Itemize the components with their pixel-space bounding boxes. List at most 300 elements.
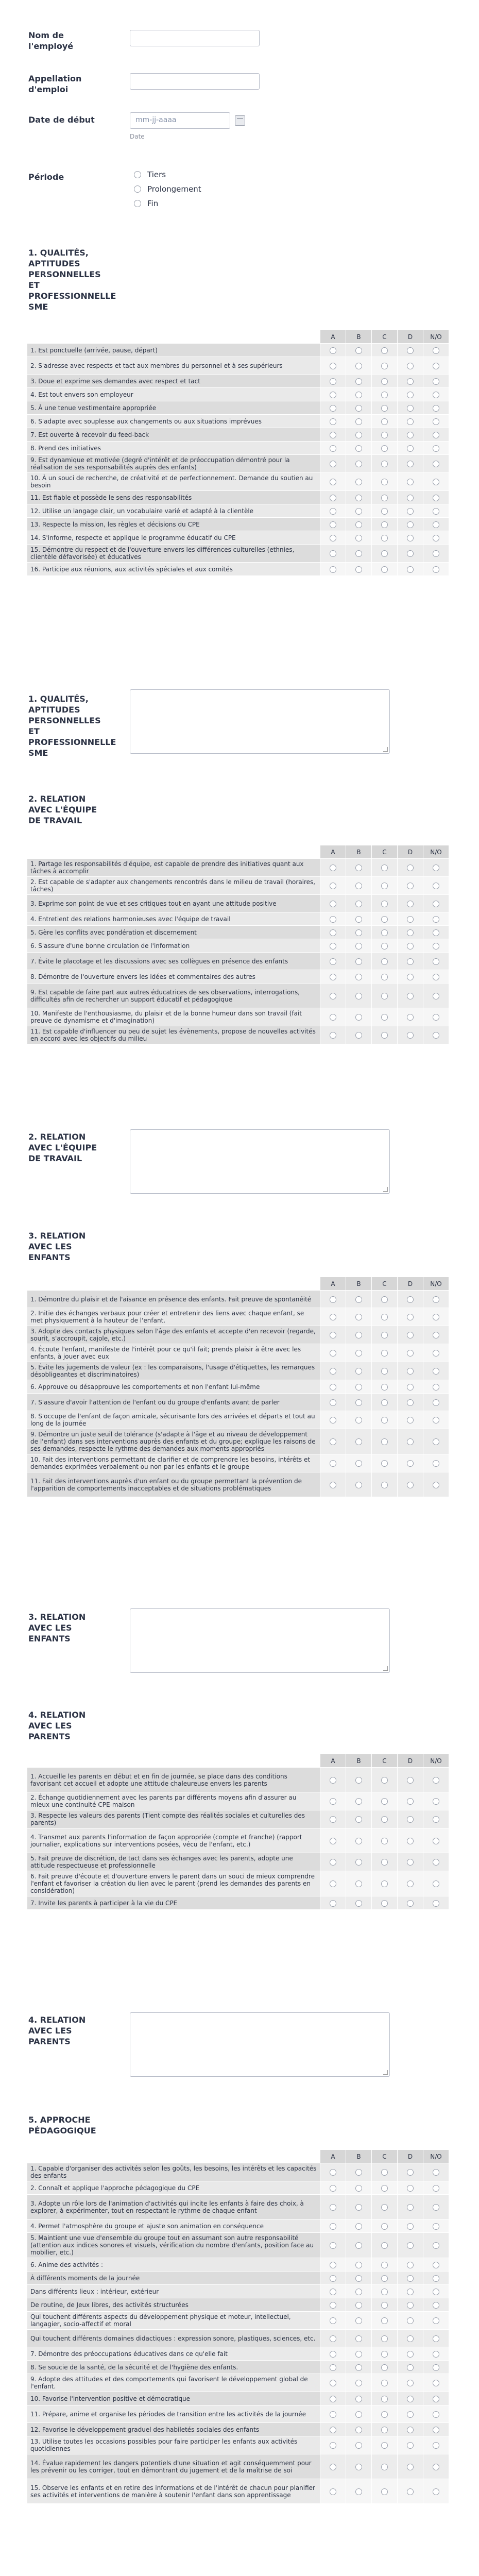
radio-button[interactable] <box>433 1368 439 1375</box>
radio-button[interactable] <box>433 2204 439 2211</box>
radio-button[interactable] <box>330 1482 336 1488</box>
radio-button[interactable] <box>433 347 439 354</box>
radio-button[interactable] <box>330 445 336 452</box>
radio-button[interactable] <box>330 461 336 467</box>
radio-button[interactable] <box>330 943 336 950</box>
radio-button[interactable] <box>355 535 362 541</box>
radio-button[interactable] <box>433 2289 439 2295</box>
radio-button[interactable] <box>433 1482 439 1488</box>
radio-button[interactable] <box>355 1816 362 1823</box>
radio-button[interactable] <box>433 1417 439 1423</box>
radio-button[interactable] <box>381 1482 388 1488</box>
radio-button[interactable] <box>433 2242 439 2249</box>
radio-button[interactable] <box>407 1798 414 1805</box>
radio-button[interactable] <box>433 901 439 907</box>
radio-button[interactable] <box>407 445 414 452</box>
radio-button[interactable] <box>433 508 439 515</box>
radio-button[interactable] <box>355 2396 362 2402</box>
radio-button[interactable] <box>381 1460 388 1467</box>
radio-button[interactable] <box>381 2351 388 2358</box>
radio-button[interactable] <box>433 1314 439 1320</box>
radio-button[interactable] <box>330 566 336 573</box>
radio-button[interactable] <box>433 2302 439 2309</box>
radio-button[interactable] <box>433 432 439 438</box>
radio-button[interactable] <box>355 2364 362 2371</box>
radio-button[interactable] <box>407 1417 414 1423</box>
radio-button[interactable] <box>381 508 388 515</box>
radio-button[interactable] <box>134 171 141 178</box>
radio-button[interactable] <box>407 2242 414 2249</box>
radio-button[interactable] <box>355 2380 362 2386</box>
radio-button[interactable] <box>381 1032 388 1039</box>
radio-button[interactable] <box>330 521 336 528</box>
radio-button[interactable] <box>433 1438 439 1445</box>
radio-button[interactable] <box>381 2411 388 2418</box>
radio-button[interactable] <box>433 974 439 980</box>
radio-button[interactable] <box>330 1460 336 1467</box>
radio-button[interactable] <box>381 521 388 528</box>
radio-button[interactable] <box>330 883 336 889</box>
radio-button[interactable] <box>381 1368 388 1375</box>
radio-button[interactable] <box>407 432 414 438</box>
radio-button[interactable] <box>330 432 336 438</box>
radio-button[interactable] <box>330 2380 336 2386</box>
radio-button[interactable] <box>355 1482 362 1488</box>
radio-button[interactable] <box>355 566 362 573</box>
radio-button[interactable] <box>433 2223 439 2230</box>
radio-button[interactable] <box>381 1438 388 1445</box>
radio-button[interactable] <box>355 2302 362 2309</box>
radio-button[interactable] <box>330 2223 336 2230</box>
radio-button[interactable] <box>433 521 439 528</box>
radio-button[interactable] <box>330 1296 336 1303</box>
radio-button[interactable] <box>407 2364 414 2371</box>
radio-button[interactable] <box>381 2242 388 2249</box>
radio-button[interactable] <box>433 535 439 541</box>
radio-button[interactable] <box>355 378 362 385</box>
radio-button[interactable] <box>433 1798 439 1805</box>
radio-button[interactable] <box>407 1880 414 1887</box>
radio-button[interactable] <box>407 1296 414 1303</box>
radio-button[interactable] <box>330 2351 336 2358</box>
radio-button[interactable] <box>407 2335 414 2342</box>
period-option[interactable] <box>134 199 158 208</box>
radio-button[interactable] <box>433 461 439 467</box>
radio-button[interactable] <box>433 883 439 889</box>
radio-button[interactable] <box>433 2442 439 2449</box>
comment-textarea[interactable] <box>130 2012 390 2077</box>
radio-button[interactable] <box>330 1900 336 1907</box>
radio-button[interactable] <box>355 883 362 889</box>
radio-button[interactable] <box>381 535 388 541</box>
radio-button[interactable] <box>381 2464 388 2470</box>
radio-button[interactable] <box>407 1816 414 1823</box>
radio-button[interactable] <box>433 392 439 398</box>
radio-button[interactable] <box>407 418 414 425</box>
radio-button[interactable] <box>355 1838 362 1844</box>
radio-button[interactable] <box>330 347 336 354</box>
radio-button[interactable] <box>381 566 388 573</box>
radio-button[interactable] <box>330 2262 336 2268</box>
radio-button[interactable] <box>433 405 439 412</box>
calendar-icon[interactable] <box>235 115 245 126</box>
comment-textarea[interactable] <box>130 689 390 754</box>
radio-button[interactable] <box>381 347 388 354</box>
radio-button[interactable] <box>330 901 336 907</box>
radio-button[interactable] <box>433 445 439 452</box>
radio-button[interactable] <box>330 2289 336 2295</box>
radio-button[interactable] <box>407 1014 414 1021</box>
radio-button[interactable] <box>330 550 336 557</box>
radio-button[interactable] <box>407 521 414 528</box>
radio-button[interactable] <box>381 2427 388 2433</box>
radio-button[interactable] <box>407 2351 414 2358</box>
radio-button[interactable] <box>433 2317 439 2324</box>
resize-grip-icon[interactable] <box>383 1187 388 1192</box>
radio-button[interactable] <box>407 1838 414 1844</box>
period-option[interactable] <box>134 170 166 179</box>
radio-button[interactable] <box>330 418 336 425</box>
radio-button[interactable] <box>355 993 362 999</box>
radio-button[interactable] <box>330 2317 336 2324</box>
radio-button[interactable] <box>381 1296 388 1303</box>
radio-button[interactable] <box>433 1859 439 1866</box>
radio-button[interactable] <box>433 993 439 999</box>
radio-button[interactable] <box>330 2185 336 2192</box>
radio-button[interactable] <box>330 1798 336 1805</box>
radio-button[interactable] <box>433 916 439 923</box>
period-option[interactable] <box>134 184 201 194</box>
radio-button[interactable] <box>433 2488 439 2495</box>
radio-button[interactable] <box>355 1900 362 1907</box>
radio-button[interactable] <box>355 418 362 425</box>
radio-button[interactable] <box>355 943 362 950</box>
radio-button[interactable] <box>407 958 414 965</box>
comment-textarea[interactable] <box>130 1608 390 1673</box>
radio-button[interactable] <box>433 2262 439 2268</box>
radio-button[interactable] <box>381 974 388 980</box>
radio-button[interactable] <box>407 363 414 369</box>
radio-button[interactable] <box>330 2396 336 2402</box>
radio-button[interactable] <box>330 1816 336 1823</box>
radio-button[interactable] <box>355 1460 362 1467</box>
radio-button[interactable] <box>433 479 439 485</box>
radio-button[interactable] <box>355 865 362 871</box>
radio-button[interactable] <box>381 1798 388 1805</box>
radio-button[interactable] <box>407 1350 414 1357</box>
radio-button[interactable] <box>355 1384 362 1391</box>
radio-button[interactable] <box>355 363 362 369</box>
radio-button[interactable] <box>330 363 336 369</box>
radio-button[interactable] <box>407 2442 414 2449</box>
radio-button[interactable] <box>407 461 414 467</box>
radio-button[interactable] <box>355 974 362 980</box>
radio-button[interactable] <box>330 958 336 965</box>
radio-button[interactable] <box>330 2169 336 2176</box>
radio-button[interactable] <box>407 2411 414 2418</box>
radio-button[interactable] <box>355 2351 362 2358</box>
radio-button[interactable] <box>355 929 362 936</box>
radio-button[interactable] <box>381 1417 388 1423</box>
radio-button[interactable] <box>433 1838 439 1844</box>
radio-button[interactable] <box>433 2364 439 2371</box>
radio-button[interactable] <box>330 1332 336 1338</box>
radio-button[interactable] <box>407 2262 414 2268</box>
radio-button[interactable] <box>381 1399 388 1406</box>
radio-button[interactable] <box>381 363 388 369</box>
radio-button[interactable] <box>407 2464 414 2470</box>
radio-button[interactable] <box>407 2275 414 2282</box>
radio-button[interactable] <box>433 1880 439 1887</box>
radio-button[interactable] <box>407 2289 414 2295</box>
radio-button[interactable] <box>381 2204 388 2211</box>
radio-button[interactable] <box>407 1384 414 1391</box>
radio-button[interactable] <box>407 405 414 412</box>
radio-button[interactable] <box>355 521 362 528</box>
radio-button[interactable] <box>330 508 336 515</box>
radio-button[interactable] <box>407 2185 414 2192</box>
radio-button[interactable] <box>355 2223 362 2230</box>
radio-button[interactable] <box>407 916 414 923</box>
radio-button[interactable] <box>381 1838 388 1844</box>
radio-button[interactable] <box>330 1014 336 1021</box>
radio-button[interactable] <box>381 479 388 485</box>
radio-button[interactable] <box>433 2169 439 2176</box>
radio-button[interactable] <box>433 2427 439 2433</box>
resize-grip-icon[interactable] <box>383 1666 388 1671</box>
radio-button[interactable] <box>355 916 362 923</box>
resize-grip-icon[interactable] <box>383 747 388 752</box>
radio-button[interactable] <box>407 1314 414 1320</box>
radio-button[interactable] <box>330 1838 336 1844</box>
radio-button[interactable] <box>330 865 336 871</box>
radio-button[interactable] <box>407 1399 414 1406</box>
radio-button[interactable] <box>381 392 388 398</box>
radio-button[interactable] <box>433 1332 439 1338</box>
radio-button[interactable] <box>355 405 362 412</box>
radio-button[interactable] <box>407 392 414 398</box>
radio-button[interactable] <box>407 550 414 557</box>
radio-button[interactable] <box>381 461 388 467</box>
radio-button[interactable] <box>330 929 336 936</box>
radio-button[interactable] <box>330 1399 336 1406</box>
radio-button[interactable] <box>407 993 414 999</box>
radio-button[interactable] <box>330 1368 336 1375</box>
radio-button[interactable] <box>355 958 362 965</box>
radio-button[interactable] <box>381 2185 388 2192</box>
radio-button[interactable] <box>433 2185 439 2192</box>
radio-button[interactable] <box>407 2317 414 2324</box>
radio-button[interactable] <box>407 2380 414 2386</box>
radio-button[interactable] <box>330 1384 336 1391</box>
radio-button[interactable] <box>407 2204 414 2211</box>
radio-button[interactable] <box>407 495 414 501</box>
radio-button[interactable] <box>381 916 388 923</box>
radio-button[interactable] <box>330 535 336 541</box>
radio-button[interactable] <box>330 1350 336 1357</box>
radio-button[interactable] <box>407 535 414 541</box>
radio-button[interactable] <box>381 1880 388 1887</box>
radio-button[interactable] <box>433 363 439 369</box>
radio-button[interactable] <box>407 1777 414 1784</box>
radio-button[interactable] <box>407 347 414 354</box>
radio-button[interactable] <box>381 2169 388 2176</box>
radio-button[interactable] <box>433 865 439 871</box>
radio-button[interactable] <box>407 479 414 485</box>
radio-button[interactable] <box>355 1438 362 1445</box>
radio-button[interactable] <box>381 2262 388 2268</box>
radio-button[interactable] <box>381 993 388 999</box>
radio-button[interactable] <box>134 200 141 207</box>
radio-button[interactable] <box>355 2411 362 2418</box>
radio-button[interactable] <box>330 2335 336 2342</box>
radio-button[interactable] <box>407 2302 414 2309</box>
radio-button[interactable] <box>407 566 414 573</box>
radio-button[interactable] <box>433 929 439 936</box>
radio-button[interactable] <box>355 1859 362 1866</box>
radio-button[interactable] <box>433 378 439 385</box>
radio-button[interactable] <box>355 2317 362 2324</box>
radio-button[interactable] <box>433 566 439 573</box>
radio-button[interactable] <box>355 2335 362 2342</box>
radio-button[interactable] <box>330 2427 336 2433</box>
radio-button[interactable] <box>355 1332 362 1338</box>
radio-button[interactable] <box>355 2185 362 2192</box>
radio-button[interactable] <box>433 2275 439 2282</box>
radio-button[interactable] <box>355 2442 362 2449</box>
radio-button[interactable] <box>355 1798 362 1805</box>
radio-button[interactable] <box>330 1314 336 1320</box>
radio-button[interactable] <box>355 2204 362 2211</box>
radio-button[interactable] <box>355 1350 362 1357</box>
radio-button[interactable] <box>355 2289 362 2295</box>
radio-button[interactable] <box>381 2488 388 2495</box>
radio-button[interactable] <box>381 883 388 889</box>
radio-button[interactable] <box>381 1859 388 1866</box>
radio-button[interactable] <box>381 929 388 936</box>
radio-button[interactable] <box>355 1296 362 1303</box>
radio-button[interactable] <box>381 958 388 965</box>
radio-button[interactable] <box>381 445 388 452</box>
radio-button[interactable] <box>381 1777 388 1784</box>
radio-button[interactable] <box>407 2223 414 2230</box>
radio-button[interactable] <box>407 508 414 515</box>
radio-button[interactable] <box>381 405 388 412</box>
radio-button[interactable] <box>381 2275 388 2282</box>
radio-button[interactable] <box>433 2351 439 2358</box>
radio-button[interactable] <box>381 2442 388 2449</box>
radio-button[interactable] <box>355 901 362 907</box>
radio-button[interactable] <box>433 1384 439 1391</box>
radio-button[interactable] <box>407 1332 414 1338</box>
radio-button[interactable] <box>381 495 388 501</box>
radio-button[interactable] <box>355 495 362 501</box>
radio-button[interactable] <box>330 1417 336 1423</box>
radio-button[interactable] <box>407 1482 414 1488</box>
radio-button[interactable] <box>407 929 414 936</box>
radio-button[interactable] <box>433 943 439 950</box>
radio-button[interactable] <box>433 1900 439 1907</box>
radio-button[interactable] <box>407 1032 414 1039</box>
radio-button[interactable] <box>433 1460 439 1467</box>
radio-button[interactable] <box>330 1777 336 1784</box>
radio-button[interactable] <box>433 2464 439 2470</box>
radio-button[interactable] <box>433 418 439 425</box>
radio-button[interactable] <box>433 1014 439 1021</box>
radio-button[interactable] <box>355 445 362 452</box>
radio-button[interactable] <box>355 1777 362 1784</box>
radio-button[interactable] <box>381 943 388 950</box>
radio-button[interactable] <box>433 550 439 557</box>
radio-button[interactable] <box>330 1859 336 1866</box>
radio-button[interactable] <box>381 2335 388 2342</box>
radio-button[interactable] <box>355 347 362 354</box>
radio-button[interactable] <box>330 1880 336 1887</box>
radio-button[interactable] <box>407 2396 414 2402</box>
radio-button[interactable] <box>330 2242 336 2249</box>
radio-button[interactable] <box>330 2411 336 2418</box>
radio-button[interactable] <box>433 1296 439 1303</box>
radio-button[interactable] <box>355 2262 362 2268</box>
radio-button[interactable] <box>381 2380 388 2386</box>
radio-button[interactable] <box>134 185 141 193</box>
radio-button[interactable] <box>381 378 388 385</box>
radio-button[interactable] <box>433 1032 439 1039</box>
radio-button[interactable] <box>330 993 336 999</box>
radio-button[interactable] <box>433 2335 439 2342</box>
radio-button[interactable] <box>355 550 362 557</box>
radio-button[interactable] <box>407 2427 414 2433</box>
radio-button[interactable] <box>355 508 362 515</box>
radio-button[interactable] <box>355 2427 362 2433</box>
radio-button[interactable] <box>407 1460 414 1467</box>
radio-button[interactable] <box>355 1032 362 1039</box>
radio-button[interactable] <box>355 2275 362 2282</box>
start-date-input[interactable]: mm-jj-aaaa <box>130 112 230 129</box>
radio-button[interactable] <box>330 405 336 412</box>
radio-button[interactable] <box>433 1350 439 1357</box>
radio-button[interactable] <box>433 958 439 965</box>
radio-button[interactable] <box>381 2396 388 2402</box>
radio-button[interactable] <box>355 461 362 467</box>
radio-button[interactable] <box>433 2380 439 2386</box>
radio-button[interactable] <box>433 1816 439 1823</box>
radio-button[interactable] <box>330 2275 336 2282</box>
radio-button[interactable] <box>407 2488 414 2495</box>
radio-button[interactable] <box>381 418 388 425</box>
radio-button[interactable] <box>381 1014 388 1021</box>
radio-button[interactable] <box>407 883 414 889</box>
radio-button[interactable] <box>330 495 336 501</box>
radio-button[interactable] <box>433 2411 439 2418</box>
radio-button[interactable] <box>433 2396 439 2402</box>
radio-button[interactable] <box>407 2169 414 2176</box>
employee-name-input[interactable] <box>130 30 260 46</box>
radio-button[interactable] <box>381 865 388 871</box>
radio-button[interactable] <box>330 2442 336 2449</box>
radio-button[interactable] <box>433 1777 439 1784</box>
radio-button[interactable] <box>355 2242 362 2249</box>
radio-button[interactable] <box>355 392 362 398</box>
resize-grip-icon[interactable] <box>383 2070 388 2075</box>
radio-button[interactable] <box>381 1384 388 1391</box>
radio-button[interactable] <box>355 479 362 485</box>
radio-button[interactable] <box>407 1900 414 1907</box>
radio-button[interactable] <box>433 495 439 501</box>
radio-button[interactable] <box>381 901 388 907</box>
radio-button[interactable] <box>407 378 414 385</box>
radio-button[interactable] <box>355 432 362 438</box>
